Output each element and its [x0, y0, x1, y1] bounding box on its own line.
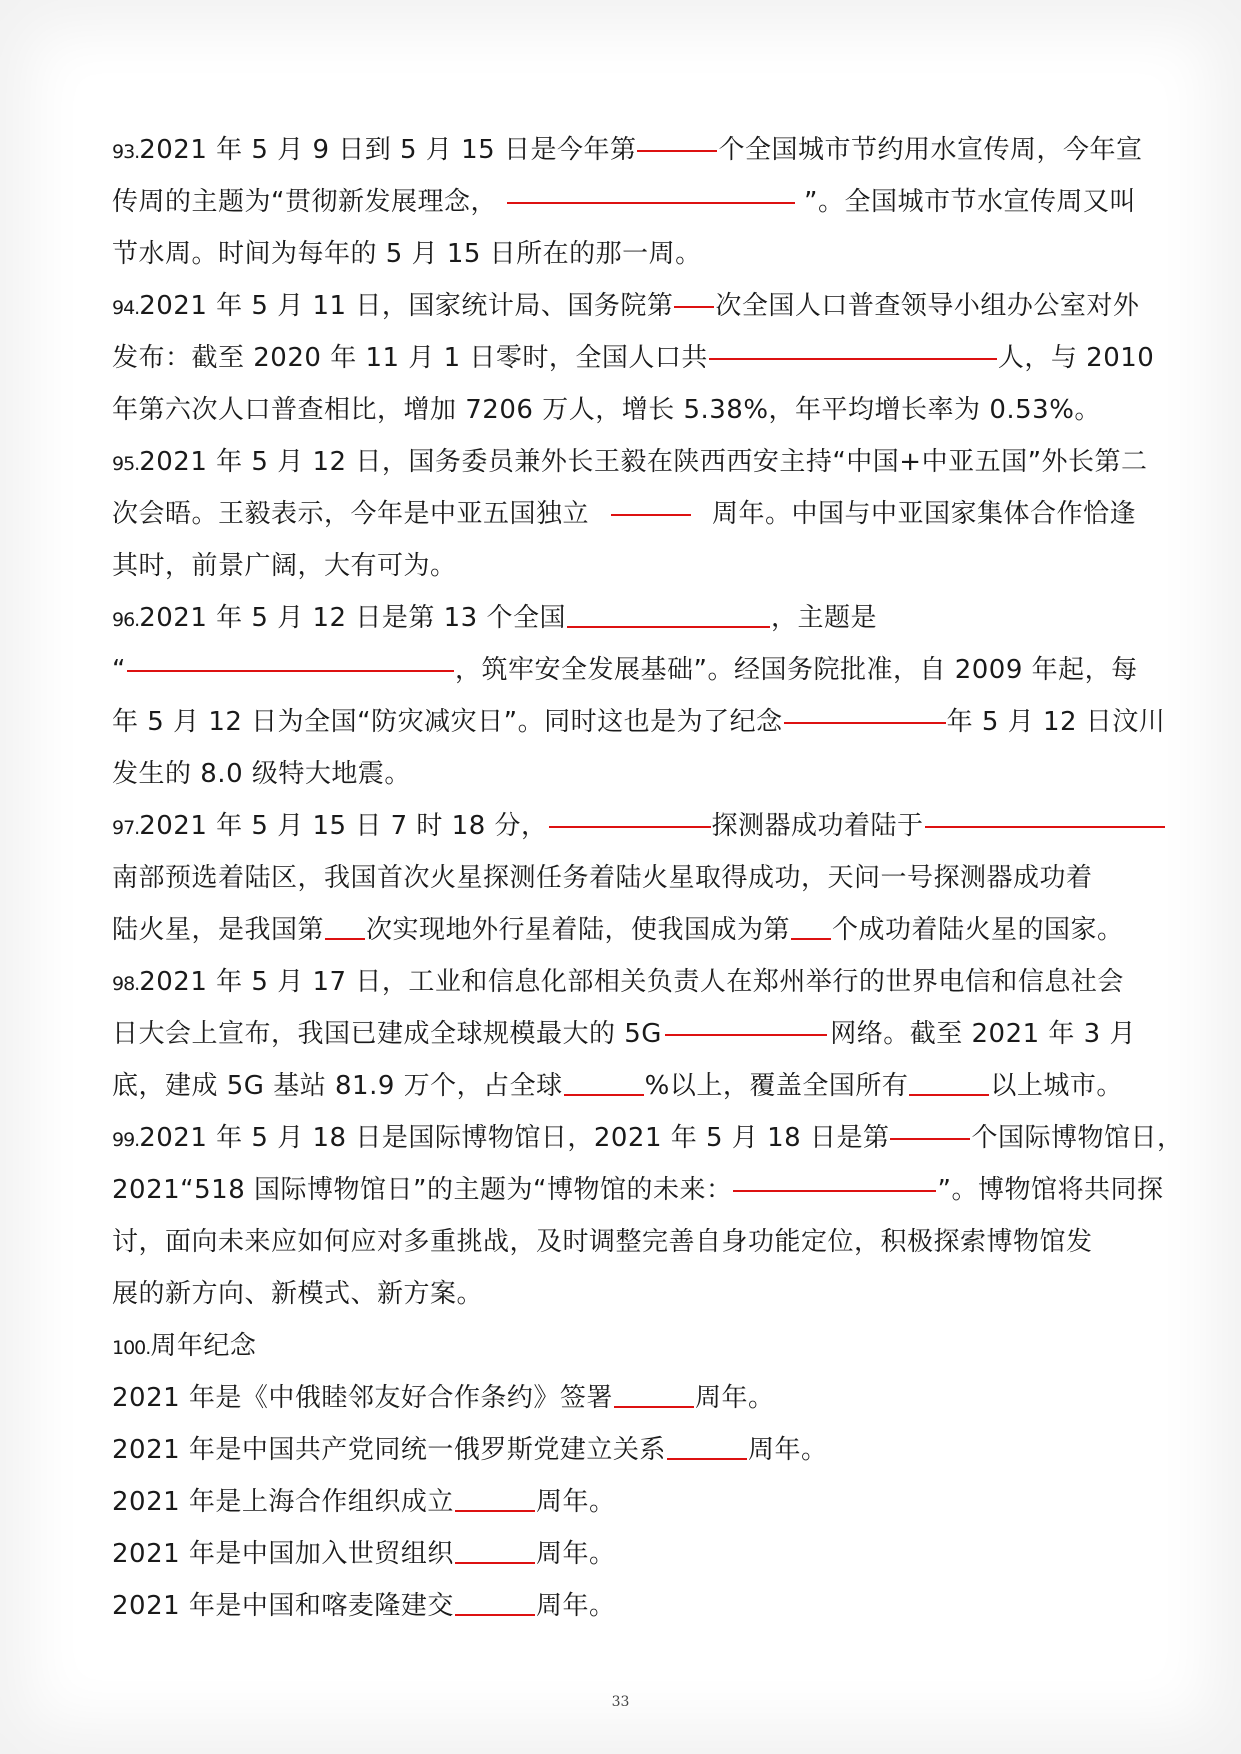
text-line	[112, 904, 1136, 956]
text-line	[112, 1164, 1164, 1216]
text-segment: “	[112, 655, 126, 685]
text-line	[112, 1112, 1184, 1164]
text-segment: %以上，覆盖全国所有	[644, 1071, 909, 1101]
text-line	[112, 1476, 1136, 1528]
text-segment: 2021 年是中国加入世贸组织	[112, 1539, 454, 1569]
text-line	[112, 384, 1136, 436]
fill-in-blank	[455, 1536, 535, 1564]
text-segment: ，筑牢安全发展基础”。经国务院批准，自 2009 年起，每	[454, 655, 1138, 685]
text-segment: ，主题是	[770, 603, 877, 633]
text-segment: 次会晤。王毅表示，今年是中亚五国独立	[112, 499, 590, 529]
text-line	[112, 592, 1136, 644]
line-start	[112, 280, 673, 332]
fill-in-blank	[567, 600, 770, 628]
text-line	[112, 436, 1148, 488]
question-93	[112, 124, 1143, 280]
fill-in-blank	[127, 644, 454, 672]
text-line	[112, 956, 1136, 1008]
text-segment: 发布：截至 2020 年 11 月 1 日零时，全国人口共	[112, 343, 708, 373]
text-segment: ”。全国城市节水宣传周又叫	[804, 187, 1136, 217]
fill-in-blank	[611, 488, 691, 516]
text-segment: 周年。	[535, 1539, 616, 1569]
question-96	[112, 592, 1166, 800]
fill-in-blank	[455, 1588, 535, 1616]
fill-in-blank	[665, 1008, 827, 1036]
page-number: 33	[611, 1694, 630, 1710]
fill-in-blank	[455, 1484, 535, 1512]
text-segment: 2021 年 5 月 11 日，国家统计局、国务院第	[139, 291, 674, 321]
text-line	[112, 1320, 1136, 1372]
text-line	[112, 748, 1136, 800]
text-line	[112, 488, 1136, 540]
fill-in-blank	[674, 280, 714, 308]
fill-in-blank	[909, 1068, 989, 1096]
text-line	[112, 176, 1136, 228]
fill-in-blank	[325, 912, 365, 940]
text-segment: 节水周。时间为每年的 5 月 15 日所在的那一周。	[112, 239, 702, 269]
question-number: 100.	[112, 1337, 151, 1359]
fill-in-blank	[925, 800, 1165, 828]
question-94	[112, 280, 1155, 436]
text-line	[112, 1008, 1136, 1060]
text-segment: 个国际博物馆日，	[971, 1123, 1184, 1153]
text-segment: 次全国人口普查领导小组办公室对外	[715, 291, 1140, 321]
text-line	[112, 696, 1166, 748]
question-number: 94.	[112, 297, 140, 319]
question-99	[112, 1112, 1184, 1320]
question-number: 96.	[112, 609, 140, 631]
text-segment: 年 5 月 12 日汶川	[946, 707, 1166, 737]
text-segment: 2021 年 5 月 9 日到 5 月 15 日是今年第	[139, 135, 637, 165]
fill-in-blank	[890, 1112, 970, 1140]
fill-in-blank	[784, 696, 946, 724]
text-line	[112, 540, 1136, 592]
text-segment: 其时，前景广阔，大有可为。	[112, 551, 457, 581]
text-segment: 底，建成 5G 基站 81.9 万个，占全球	[112, 1071, 563, 1101]
fill-in-blank	[709, 332, 997, 360]
line-start	[112, 956, 1124, 1008]
fill-in-blank	[637, 124, 717, 152]
document-body	[112, 124, 1184, 1632]
question-number: 99.	[112, 1129, 140, 1151]
text-segment: 人，与 2010	[997, 343, 1155, 373]
line-start	[112, 124, 636, 176]
text-segment: 2021 年 5 月 15 日 7 时 18 分，	[139, 811, 548, 841]
line-start	[112, 1112, 889, 1164]
text-segment: 南部预选着陆区，我国首次火星探测任务着陆火星取得成功，天问一号探测器成功着	[112, 863, 1093, 893]
text-segment: 陆火星，是我国第	[112, 915, 325, 945]
question-number: 93.	[112, 141, 140, 163]
text-line	[112, 1268, 1136, 1320]
line-start	[112, 436, 1148, 488]
text-line	[112, 800, 1136, 852]
text-segment: 年第六次人口普查相比，增加 7206 万人，增长 5.38%，年平均增长率为 0.53%。	[112, 395, 1101, 425]
text-segment: 周年。	[535, 1487, 616, 1517]
text-line	[112, 852, 1136, 904]
text-segment: 年 5 月 12 日为全国“防灾减灾日”。同时这也是为了纪念	[112, 707, 783, 737]
question-98	[112, 956, 1136, 1112]
question-97	[112, 800, 1136, 956]
text-line	[112, 1372, 1136, 1424]
text-segment: 日大会上宣布，我国已建成全球规模最大的 5G	[112, 1019, 662, 1049]
text-line	[112, 280, 1140, 332]
text-segment: 2021 年是中国和喀麦隆建交	[112, 1591, 454, 1621]
text-segment: 探测器成功着陆于	[711, 811, 924, 841]
text-segment: 周年。	[747, 1435, 828, 1465]
text-line	[112, 1424, 1136, 1476]
fill-in-blank	[614, 1380, 694, 1408]
text-segment: 网络。截至 2021 年 3 月	[830, 1019, 1136, 1049]
text-segment: 次实现地外行星着陆，使我国成为第	[366, 915, 791, 945]
text-segment: 个成功着陆火星的国家。	[832, 915, 1124, 945]
text-line	[112, 1060, 1136, 1112]
text-segment: 2021 年 5 月 17 日，工业和信息化部相关负责人在郑州举行的世界电信和信息社会	[139, 967, 1124, 997]
question-number: 98.	[112, 973, 140, 995]
text-line	[112, 124, 1143, 176]
text-segment: 传周的主题为“贯彻新发展理念，	[112, 187, 497, 217]
text-segment: 2021 年 5 月 18 日是国际博物馆日，2021 年 5 月 18 日是第	[139, 1123, 890, 1153]
text-segment: ”。博物馆将共同探	[937, 1175, 1164, 1205]
fill-in-blank	[667, 1432, 747, 1460]
text-segment: 周年纪念	[150, 1331, 257, 1361]
text-segment: 周年。	[535, 1591, 616, 1621]
text-segment: 2021“518 国际博物馆日”的主题为“博物馆的未来：	[112, 1175, 733, 1205]
text-line	[112, 1580, 1136, 1632]
fill-in-blank	[791, 912, 831, 940]
question-95	[112, 436, 1148, 592]
question-number: 97.	[112, 817, 140, 839]
fill-in-blank	[507, 176, 795, 204]
text-segment: 展的新方向、新模式、新方案。	[112, 1279, 484, 1309]
fill-in-blank	[549, 800, 711, 828]
text-segment: 发生的 8.0 级特大地震。	[112, 759, 411, 789]
text-line	[112, 1528, 1136, 1580]
text-segment: 个全国城市节约用水宣传周，今年宣	[718, 135, 1143, 165]
text-segment: 2021 年是上海合作组织成立	[112, 1487, 454, 1517]
text-segment: 2021 年 5 月 12 日是第 13 个全国	[139, 603, 566, 633]
fill-in-blank	[564, 1068, 644, 1096]
line-start	[112, 800, 548, 852]
text-segment: 以上城市。	[990, 1071, 1123, 1101]
question-100	[112, 1320, 1136, 1632]
text-segment: 周年。中国与中亚国家集体合作恰逢	[711, 499, 1136, 529]
fill-in-blank	[733, 1164, 936, 1192]
text-line	[112, 644, 1136, 696]
text-line	[112, 332, 1155, 384]
text-segment: 2021 年 5 月 12 日，国务委员兼外长王毅在陕西西安主持“中国+中亚五国”外长第二	[139, 447, 1148, 477]
text-segment: 讨，面向未来应如何应对多重挑战，及时调整完善自身功能定位，积极探索博物馆发	[112, 1227, 1093, 1257]
text-segment: 周年。	[694, 1383, 775, 1413]
text-segment: 2021 年是《中俄睦邻友好合作条约》签署	[112, 1383, 613, 1413]
text-line	[112, 228, 1136, 280]
text-line	[112, 1216, 1136, 1268]
text-segment: 2021 年是中国共产党同统一俄罗斯党建立关系	[112, 1435, 666, 1465]
question-number: 95.	[112, 453, 140, 475]
